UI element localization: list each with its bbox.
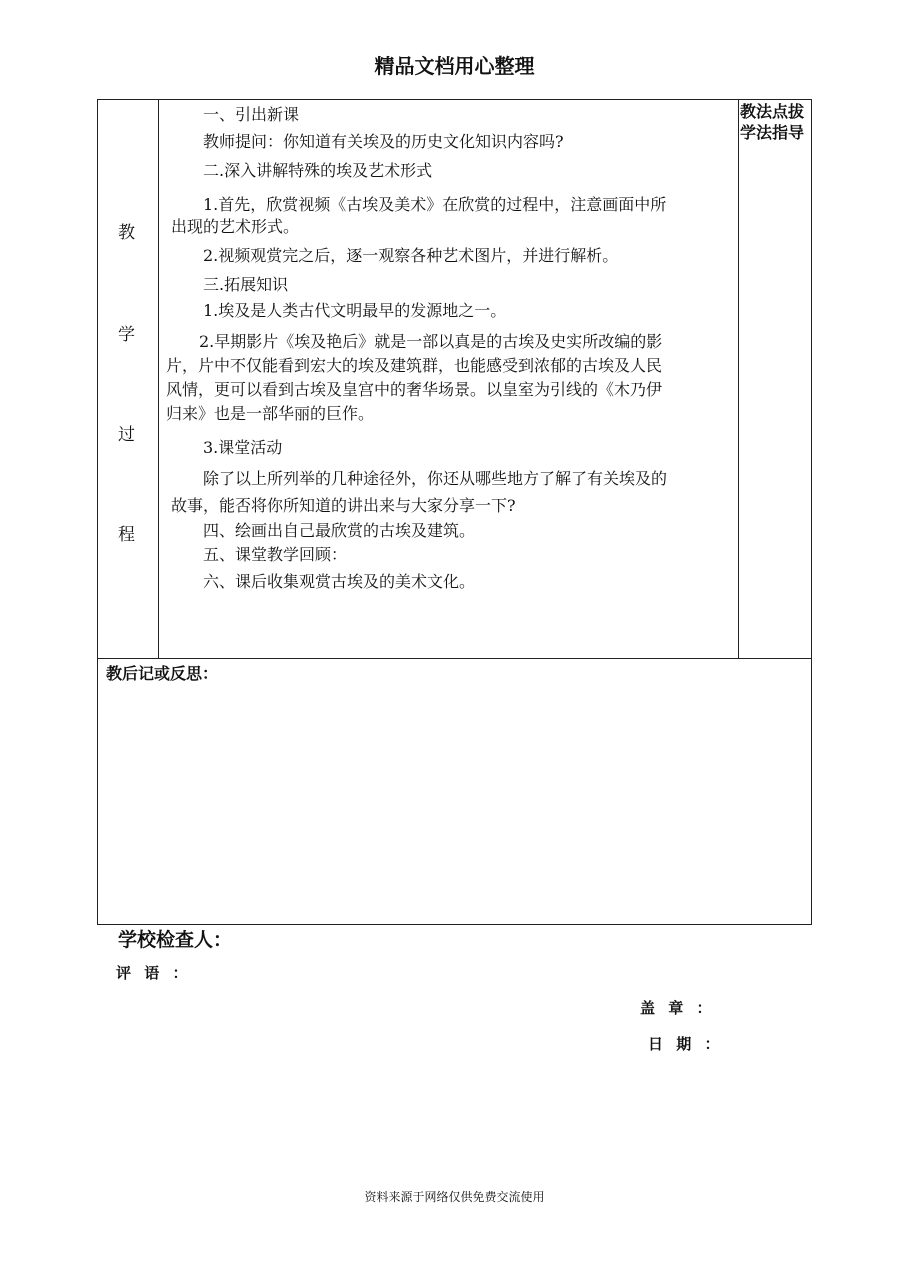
content-line: 三.拓展知识 [203, 275, 289, 294]
content-line: 二.深入讲解特殊的埃及艺术形式 [203, 161, 433, 180]
content-line: 除了以上所列举的几种途径外，你还从哪些地方了解了有关埃及的 [203, 469, 668, 488]
content-line: 五、课堂教学回顾： [203, 545, 348, 564]
content-line: 1.埃及是人类古代文明最早的发源地之一。 [203, 301, 507, 320]
content-line: 一、引出新课 [203, 105, 300, 124]
side-label-char: 学 [118, 325, 135, 345]
reflection-label: 教后记或反思： [106, 664, 219, 683]
column-divider-right [738, 99, 739, 659]
column-divider-left [158, 99, 159, 659]
content-line: 2.视频观赏完之后，逐一观察各种艺术图片，并进行解析。 [203, 246, 619, 265]
side-label-char: 程 [118, 525, 135, 545]
guide-title-line: 教法点拔 [740, 102, 805, 121]
content-line: 教师提问：你知道有关埃及的历史文化知识内容吗? [203, 132, 564, 151]
comment-label: 评 语 ： [116, 964, 192, 982]
content-line: 片，片中不仅能看到宏大的埃及建筑群，也能感受到浓郁的古埃及人民 [166, 356, 663, 375]
content-line: 故事，能否将你所知道的讲出来与大家分享一下? [171, 496, 516, 515]
content-line: 四、绘画出自己最欣赏的古埃及建筑。 [203, 521, 476, 540]
content-line: 出现的艺术形式。 [171, 217, 300, 236]
row-divider [97, 658, 812, 659]
stamp-label: 盖 章 ： [640, 999, 716, 1017]
guide-title-line: 学法指导 [740, 123, 805, 142]
date-label: 日 期 ： [648, 1035, 724, 1053]
side-label-char: 教 [118, 223, 135, 243]
guide-column-title [740, 101, 812, 143]
content-line: 1.首先，欣赏视频《古埃及美术》在欣赏的过程中，注意画面中所 [203, 195, 667, 214]
content-line: 2.早期影片《埃及艳后》就是一部以真是的古埃及史实所改编的影 [199, 332, 663, 351]
content-line: 归来》也是一部华丽的巨作。 [166, 404, 375, 423]
page-footer: 资料来源于网络仅供免费交流使用 [364, 1190, 545, 1204]
page-title: 精品文档用心整理 [374, 54, 535, 78]
content-line: 六、课后收集观赏古埃及的美术文化。 [203, 572, 476, 591]
side-label-char: 过 [118, 425, 135, 445]
content-line: 风情，更可以看到古埃及皇宫中的奢华场景。以皇室为引线的《木乃伊 [166, 380, 663, 399]
inspector-label: 学校检查人： [118, 929, 233, 951]
content-line: 3.课堂活动 [203, 438, 283, 457]
